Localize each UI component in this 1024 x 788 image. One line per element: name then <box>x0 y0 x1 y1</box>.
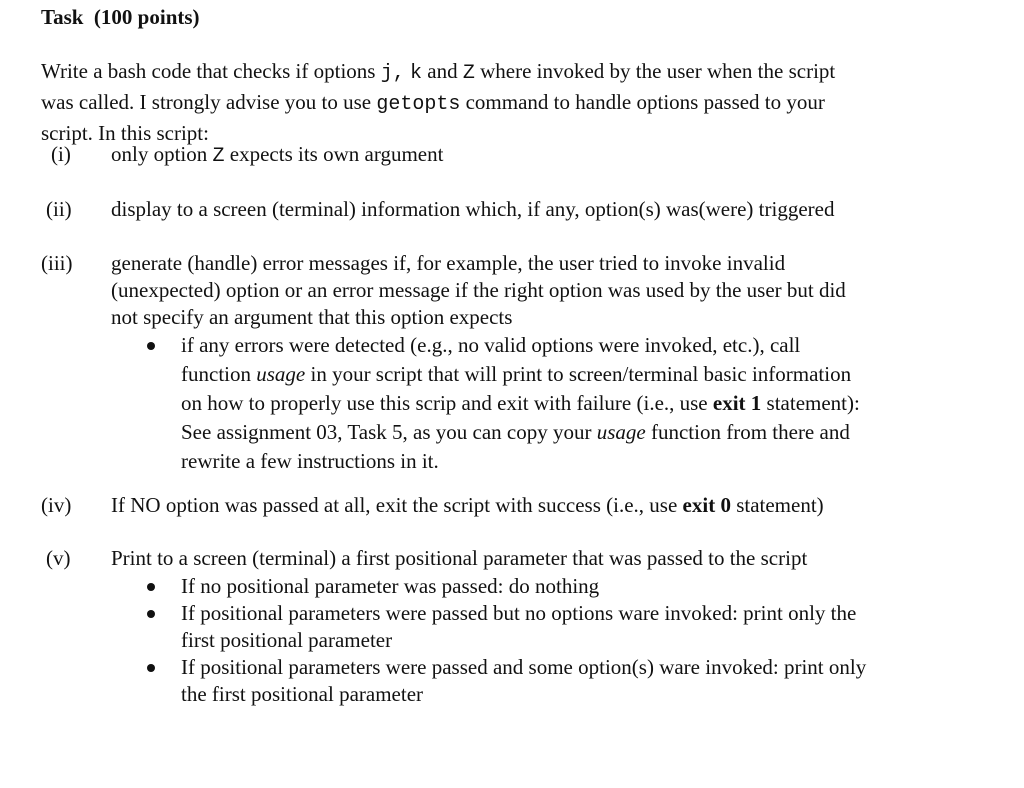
bullet-text-line: if any errors were detected (e.g., no valid options were invoked, etc.), call <box>181 333 801 357</box>
bullet-text-line: If no positional parameter was passed: do nothing <box>181 574 600 598</box>
bullet-text-line <box>181 418 991 447</box>
exit-0-strong: exit 0 <box>682 493 731 517</box>
getopts-code: getopts <box>376 93 461 116</box>
bullet-text-line: If positional parameters were passed but no options ware invoked: print only the <box>181 601 857 625</box>
option-k-code: k <box>409 62 422 85</box>
usage-emphasis: usage <box>256 362 306 386</box>
bullet-icon <box>147 342 155 350</box>
option-z-code: Z <box>462 62 475 85</box>
bullet-text-part: function from there and <box>645 420 850 444</box>
item-text <box>111 250 981 331</box>
bullet-icon <box>147 583 155 591</box>
exit-1-strong: exit 1 <box>712 391 762 415</box>
item-text-line: display to a screen (terminal) information which, if any, option(s) was(were) triggered <box>111 197 835 221</box>
bullet-text-line: If positional parameters were passed and some option(s) ware invoked: print only <box>181 655 867 679</box>
intro-line-2 <box>41 88 991 119</box>
bullet-text-part: on how to properly use this scrip and exit with failure (i.e., use <box>181 391 713 415</box>
bullet-text-line <box>181 389 991 418</box>
item-text-line: Print to a screen (terminal) a first positional parameter that was passed to the script <box>111 546 808 570</box>
intro-text: Write a bash code that checks if options <box>41 59 381 83</box>
item-text-part: If NO option was passed at all, exit the script with success (i.e., use <box>111 493 683 517</box>
bullet-text-line: rewrite a few instructions in it. <box>181 449 439 473</box>
item-numeral: (ii) <box>46 197 72 221</box>
item-text-line: (unexpected) option or an error message if the right option was used by the user but did <box>111 278 846 302</box>
option-j-code: j, <box>380 62 405 85</box>
intro-text: and <box>422 59 463 83</box>
bullet-text-part: function <box>181 362 257 386</box>
bullet-text-line <box>181 360 991 389</box>
list-item <box>111 600 991 654</box>
item-numeral: (iv) <box>41 493 72 517</box>
list-item <box>111 573 991 600</box>
bullet-text-part: See assignment 03, Task 5, as you can copy your <box>181 420 597 444</box>
item-numeral: (iii) <box>41 251 73 275</box>
bullet-text-line: first positional parameter <box>181 628 393 652</box>
bullet-icon <box>147 610 155 618</box>
item-text-line: not specify an argument that this option expects <box>111 305 513 329</box>
intro-text: where invoked by the user when the script <box>474 59 836 83</box>
bullet-icon <box>147 664 155 672</box>
item-text-part: only option <box>111 142 213 166</box>
intro-text: command to handle options passed to your <box>460 90 825 114</box>
bullet-text-line: the first positional parameter <box>181 682 424 706</box>
item-text-line: generate (handle) error messages if, for example, the user tried to invoke invalid <box>111 251 786 275</box>
list-item <box>111 654 991 708</box>
item-numeral: (i) <box>51 142 71 166</box>
item-numeral: (v) <box>46 546 71 570</box>
usage-emphasis: usage <box>596 420 646 444</box>
item-text <box>111 545 981 572</box>
intro-line-1 <box>41 57 991 88</box>
item-text <box>111 492 981 519</box>
option-z-code: Z <box>212 145 225 168</box>
intro-text: was called. I strongly advise you to use <box>41 90 377 114</box>
bullet-text-part: in your script that will print to screen/terminal basic information <box>305 362 852 386</box>
item-text <box>111 141 981 170</box>
intro-line-3: script. In this script: <box>41 121 209 145</box>
item-text-part: statement) <box>730 493 824 517</box>
bullet-text-part: statement): <box>761 391 860 415</box>
list-item <box>111 331 991 476</box>
task-intro <box>41 57 991 147</box>
bullet-list <box>111 331 991 476</box>
item-text-part: expects its own argument <box>224 142 444 166</box>
item-text <box>111 196 981 223</box>
task-heading: Task (100 points) <box>41 5 200 29</box>
bullet-list <box>111 573 991 708</box>
